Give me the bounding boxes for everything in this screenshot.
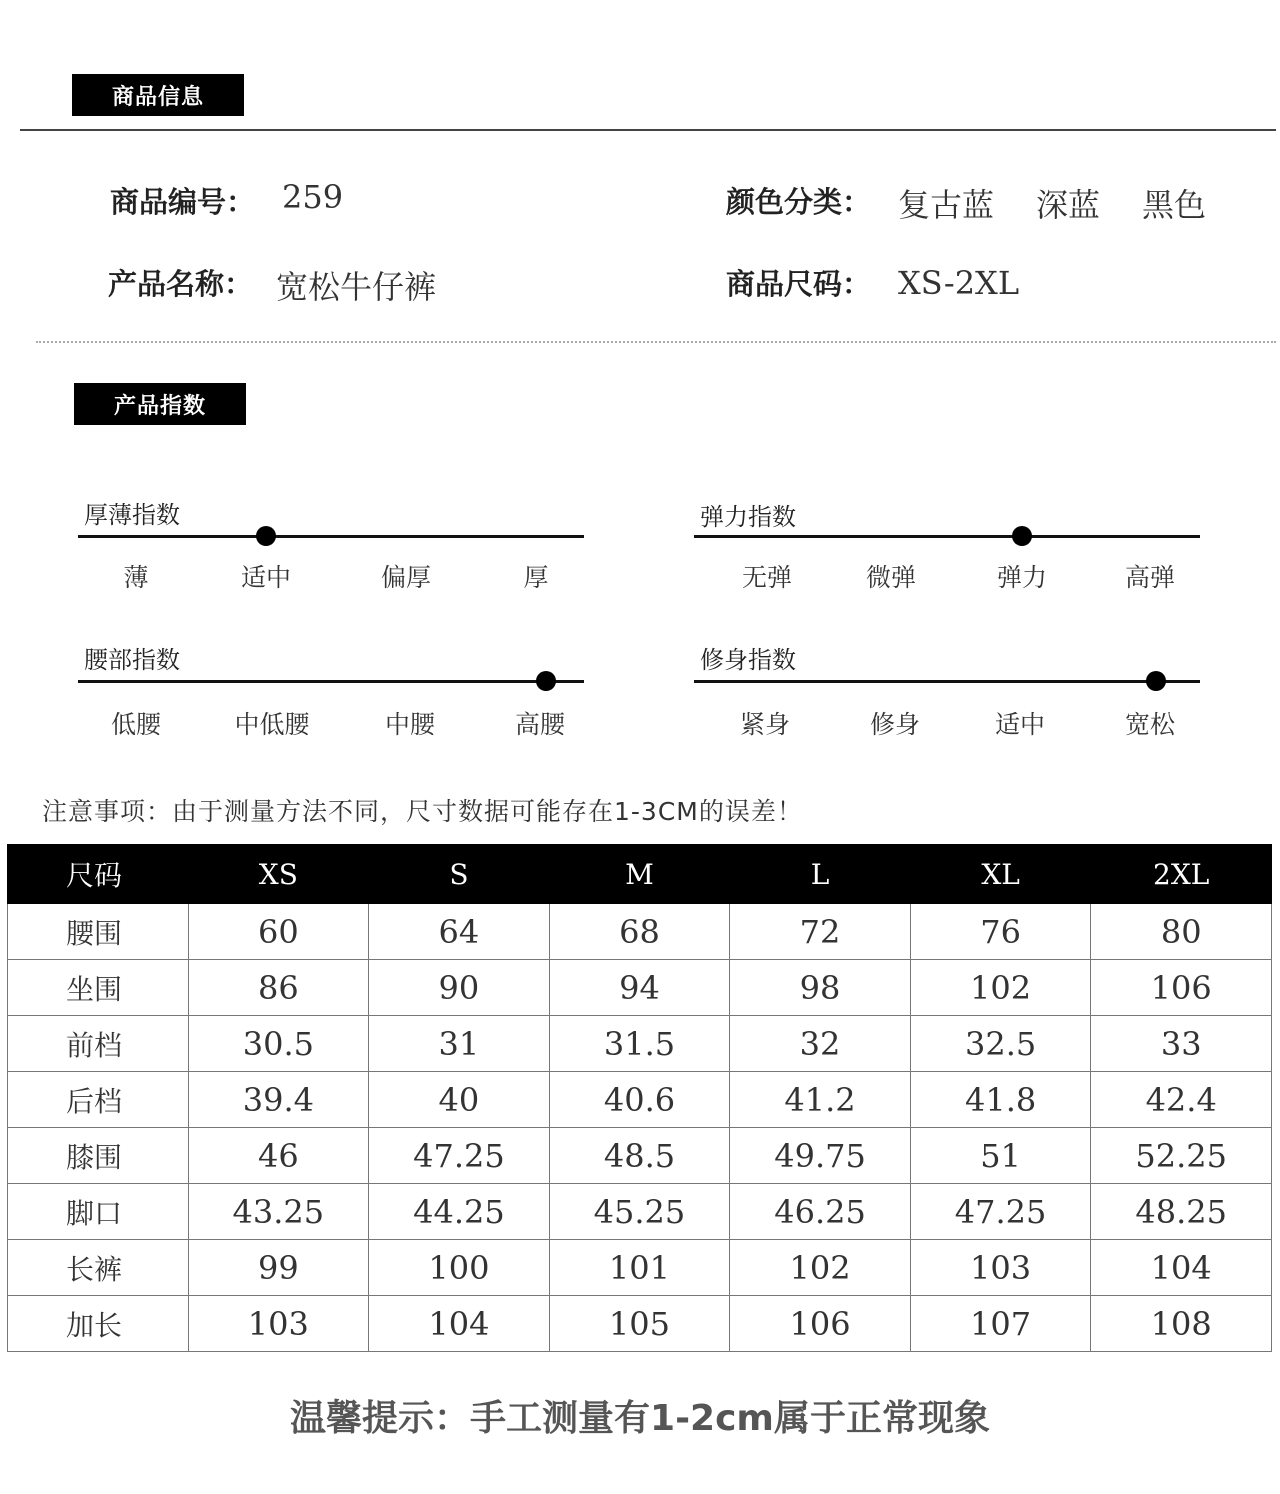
size-header: XS	[188, 845, 369, 904]
index-option: 低腰	[110, 710, 162, 739]
table-cell: 48.5	[549, 1128, 730, 1184]
dotted-divider	[36, 341, 1276, 343]
table-cell: 100	[369, 1240, 550, 1296]
table-cell: 103	[188, 1296, 369, 1352]
product-name-label: 产品名称：	[108, 267, 254, 301]
row-label: 腰围	[8, 904, 189, 960]
size-header: 2XL	[1091, 845, 1272, 904]
index-track	[694, 535, 1200, 538]
color-label: 颜色分类：	[726, 185, 872, 219]
table-cell: 52.25	[1091, 1128, 1272, 1184]
table-row	[8, 1296, 1272, 1352]
table-cell: 32.5	[910, 1016, 1091, 1072]
row-label: 脚口	[8, 1184, 189, 1240]
table-row	[8, 1184, 1272, 1240]
size-header: S	[369, 845, 550, 904]
table-cell: 98	[730, 960, 911, 1016]
index-option: 中低腰	[234, 710, 310, 739]
index-option: 高弹	[1124, 563, 1176, 592]
product-code-label: 商品编号：	[110, 185, 256, 219]
table-cell: 107	[910, 1296, 1091, 1352]
table-cell: 31	[369, 1016, 550, 1072]
table-cell: 108	[1091, 1296, 1272, 1352]
index-option: 修身	[869, 710, 921, 739]
table-cell: 90	[369, 960, 550, 1016]
table-cell: 99	[188, 1240, 369, 1296]
size-range-value: XS-2XL	[898, 264, 1020, 302]
table-cell: 41.2	[730, 1072, 911, 1128]
table-row	[8, 904, 1272, 960]
index-option: 适中	[994, 710, 1046, 739]
index-marker	[1146, 671, 1166, 691]
size-header: L	[730, 845, 911, 904]
section-divider	[20, 129, 1276, 131]
table-cell: 42.4	[1091, 1072, 1272, 1128]
table-row	[8, 1016, 1272, 1072]
table-cell: 102	[910, 960, 1091, 1016]
table-cell: 94	[549, 960, 730, 1016]
table-cell: 31.5	[549, 1016, 730, 1072]
table-cell: 43.25	[188, 1184, 369, 1240]
table-cell: 46	[188, 1128, 369, 1184]
section-title-product-index: 产品指数	[74, 383, 246, 425]
measurement-note: 注意事项：由于测量方法不同，尺寸数据可能存在1-3CM的误差！	[42, 797, 803, 826]
index-option: 偏厚	[380, 563, 432, 592]
product-name-value: 宽松牛仔裤	[276, 268, 437, 306]
table-row	[8, 1072, 1272, 1128]
table-cell: 106	[730, 1296, 911, 1352]
table-cell: 49.75	[730, 1128, 911, 1184]
table-row	[8, 960, 1272, 1016]
size-table	[7, 844, 1272, 1352]
table-cell: 46.25	[730, 1184, 911, 1240]
index-title: 修身指数	[700, 646, 796, 674]
section-title-product-info: 商品信息	[72, 74, 244, 116]
table-cell: 47.25	[910, 1184, 1091, 1240]
table-cell: 101	[549, 1240, 730, 1296]
index-track	[78, 680, 584, 683]
table-cell: 80	[1091, 904, 1272, 960]
index-title: 厚薄指数	[84, 501, 180, 529]
index-option: 宽松	[1124, 710, 1176, 739]
row-label: 长裤	[8, 1240, 189, 1296]
table-cell: 60	[188, 904, 369, 960]
color-option: 深蓝	[1036, 186, 1101, 224]
table-cell: 47.25	[369, 1128, 550, 1184]
index-title: 腰部指数	[84, 646, 180, 674]
index-track	[694, 680, 1200, 683]
table-cell: 106	[1091, 960, 1272, 1016]
index-option: 紧身	[739, 710, 791, 739]
table-row	[8, 1240, 1272, 1296]
index-option: 厚	[523, 563, 549, 592]
index-option: 高腰	[514, 710, 566, 739]
table-cell: 102	[730, 1240, 911, 1296]
table-cell: 51	[910, 1128, 1091, 1184]
table-cell: 104	[369, 1296, 550, 1352]
index-option: 微弹	[865, 563, 917, 592]
size-header: M	[549, 845, 730, 904]
table-cell: 86	[188, 960, 369, 1016]
table-cell: 40.6	[549, 1072, 730, 1128]
table-cell: 105	[549, 1296, 730, 1352]
table-cell: 30.5	[188, 1016, 369, 1072]
table-cell: 48.25	[1091, 1184, 1272, 1240]
warm-tip: 温馨提示：手工测量有1-2cm属于正常现象	[290, 1398, 990, 1439]
index-option: 薄	[123, 563, 149, 592]
index-marker	[1012, 526, 1032, 546]
size-header-row	[8, 845, 1272, 904]
table-cell: 104	[1091, 1240, 1272, 1296]
index-option: 无弹	[741, 563, 793, 592]
table-cell: 41.8	[910, 1072, 1091, 1128]
row-label: 坐围	[8, 960, 189, 1016]
row-label: 加长	[8, 1296, 189, 1352]
table-cell: 68	[549, 904, 730, 960]
table-cell: 32	[730, 1016, 911, 1072]
table-cell: 33	[1091, 1016, 1272, 1072]
size-range-label: 商品尺码：	[726, 267, 872, 301]
index-track	[78, 535, 584, 538]
size-corner-label: 尺码	[8, 845, 189, 904]
table-cell: 39.4	[188, 1072, 369, 1128]
size-header: XL	[910, 845, 1091, 904]
color-option: 黑色	[1142, 186, 1207, 224]
index-option: 中腰	[384, 710, 436, 739]
table-cell: 40	[369, 1072, 550, 1128]
table-cell: 76	[910, 904, 1091, 960]
index-marker	[536, 671, 556, 691]
row-label: 膝围	[8, 1128, 189, 1184]
table-cell: 64	[369, 904, 550, 960]
color-option: 复古蓝	[898, 186, 995, 224]
row-label: 后档	[8, 1072, 189, 1128]
row-label: 前档	[8, 1016, 189, 1072]
index-marker	[256, 526, 276, 546]
table-cell: 72	[730, 904, 911, 960]
index-title: 弹力指数	[700, 503, 796, 531]
table-row	[8, 1128, 1272, 1184]
product-code-value: 259	[282, 178, 344, 216]
index-option: 弹力	[996, 563, 1048, 592]
table-cell: 45.25	[549, 1184, 730, 1240]
index-option: 适中	[240, 563, 292, 592]
table-cell: 103	[910, 1240, 1091, 1296]
table-cell: 44.25	[369, 1184, 550, 1240]
